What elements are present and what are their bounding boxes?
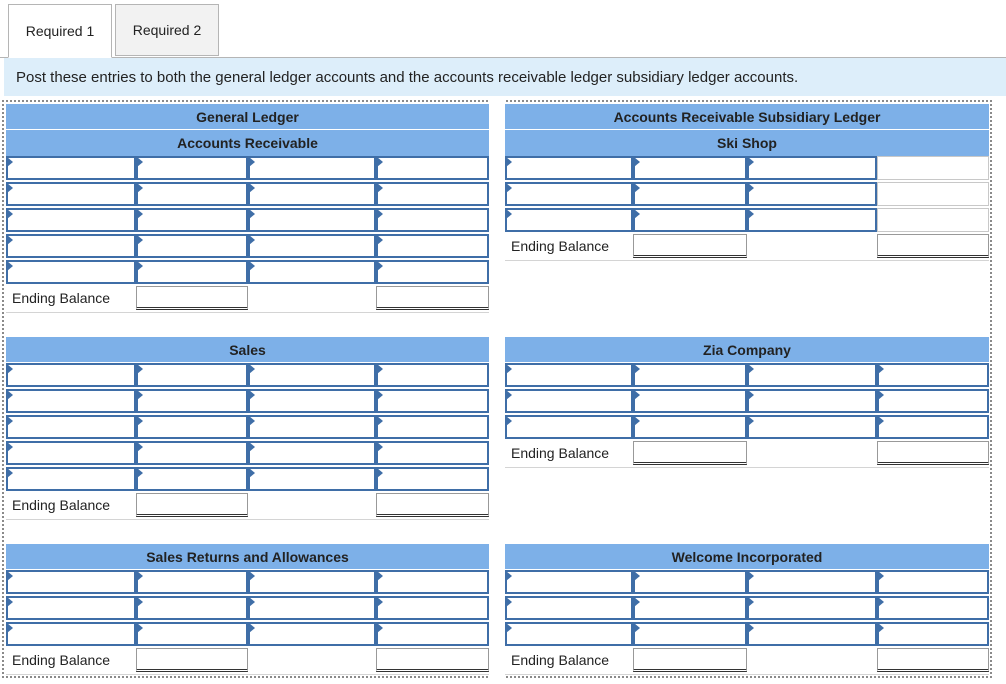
- gl-entry-cell[interactable]: [376, 363, 489, 387]
- sl-entry-cell[interactable]: [877, 208, 989, 232]
- sl-ending-balance-label: Ending Balance: [511, 445, 610, 461]
- sl-ending-credit-field[interactable]: [877, 441, 989, 465]
- sl-entry-cell[interactable]: [505, 596, 633, 620]
- gl-entry-cell[interactable]: [376, 389, 489, 413]
- gl-entry-cell[interactable]: [6, 467, 136, 491]
- sl-entry-cell[interactable]: [747, 389, 877, 413]
- gl-entry-cell[interactable]: [136, 415, 248, 439]
- gl-entry-cell[interactable]: [248, 596, 376, 620]
- sl-entry-cell[interactable]: [747, 208, 877, 232]
- gl-entry-cell[interactable]: [136, 467, 248, 491]
- gl-entry-cell[interactable]: [6, 441, 136, 465]
- sl-entry-cell[interactable]: [505, 156, 633, 180]
- sl-entry-cell[interactable]: [505, 208, 633, 232]
- gl-entry-cell[interactable]: [376, 570, 489, 594]
- sl-entry-cell[interactable]: [633, 182, 747, 206]
- gl-entry-cell[interactable]: [248, 389, 376, 413]
- gl-ending-balance-label: Ending Balance: [12, 652, 111, 668]
- gl-entry-cell[interactable]: [136, 234, 248, 258]
- gl-entry-cell[interactable]: [136, 389, 248, 413]
- gl-entry-cell[interactable]: [376, 467, 489, 491]
- gl-entry-cell[interactable]: [6, 596, 136, 620]
- sl-entry-cell[interactable]: [505, 570, 633, 594]
- sl-account-title: Ski Shop: [505, 130, 989, 156]
- general-ledger-heading: General Ledger: [6, 104, 489, 129]
- sl-ending-debit-field[interactable]: [633, 234, 747, 258]
- sl-entry-cell[interactable]: [633, 415, 747, 439]
- gl-account-title: Accounts Receivable: [6, 130, 489, 156]
- gl-entry-cell[interactable]: [248, 441, 376, 465]
- sl-separator: [505, 260, 989, 261]
- sl-entry-cell[interactable]: [747, 363, 877, 387]
- sl-separator: [505, 467, 989, 468]
- gl-entry-cell[interactable]: [376, 415, 489, 439]
- sl-entry-cell[interactable]: [877, 363, 989, 387]
- gl-entry-cell[interactable]: [6, 389, 136, 413]
- gl-ending-debit-field[interactable]: [136, 648, 248, 672]
- sl-separator: [505, 674, 989, 675]
- gl-entry-cell[interactable]: [248, 156, 376, 180]
- gl-ending-credit-field[interactable]: [376, 493, 489, 517]
- gl-entry-cell[interactable]: [248, 363, 376, 387]
- gl-entry-cell[interactable]: [6, 415, 136, 439]
- gl-entry-cell[interactable]: [136, 441, 248, 465]
- sl-ending-credit-field[interactable]: [877, 234, 989, 258]
- gl-account-title: Sales: [6, 337, 489, 362]
- gl-entry-cell[interactable]: [376, 622, 489, 646]
- sl-entry-cell[interactable]: [877, 182, 989, 206]
- gl-entry-cell[interactable]: [6, 182, 136, 206]
- gl-entry-cell[interactable]: [248, 234, 376, 258]
- gl-entry-cell[interactable]: [136, 182, 248, 206]
- gl-entry-cell[interactable]: [376, 182, 489, 206]
- sl-entry-cell[interactable]: [877, 415, 989, 439]
- sl-entry-cell[interactable]: [633, 622, 747, 646]
- gl-separator: [6, 674, 489, 675]
- gl-ending-balance-label: Ending Balance: [12, 290, 111, 306]
- gl-entry-cell[interactable]: [376, 441, 489, 465]
- sl-entry-cell[interactable]: [747, 622, 877, 646]
- gl-entry-cell[interactable]: [6, 622, 136, 646]
- gl-ending-balance-label: Ending Balance: [12, 497, 111, 513]
- sl-account-title: Welcome Incorporated: [505, 544, 989, 569]
- sl-account-title: Zia Company: [505, 337, 989, 362]
- sl-entry-cell[interactable]: [505, 182, 633, 206]
- ledger-divider: [490, 100, 504, 678]
- gl-account-title: Sales Returns and Allowances: [6, 544, 489, 569]
- gl-entry-cell[interactable]: [6, 260, 136, 284]
- gl-entry-cell[interactable]: [6, 208, 136, 232]
- gl-entry-cell[interactable]: [136, 570, 248, 594]
- sl-ending-debit-field[interactable]: [633, 441, 747, 465]
- gl-separator: [6, 312, 489, 313]
- sl-ending-credit-field[interactable]: [877, 648, 989, 672]
- sl-entry-cell[interactable]: [877, 596, 989, 620]
- sl-entry-cell[interactable]: [633, 156, 747, 180]
- sl-entry-cell[interactable]: [633, 363, 747, 387]
- gl-entry-cell[interactable]: [248, 415, 376, 439]
- gl-entry-cell[interactable]: [248, 182, 376, 206]
- sl-entry-cell[interactable]: [633, 596, 747, 620]
- gl-entry-cell[interactable]: [136, 363, 248, 387]
- sl-entry-cell[interactable]: [877, 156, 989, 180]
- gl-entry-cell[interactable]: [248, 467, 376, 491]
- gl-ending-credit-field[interactable]: [376, 648, 489, 672]
- gl-entry-cell[interactable]: [376, 234, 489, 258]
- sl-entry-cell[interactable]: [747, 415, 877, 439]
- gl-entry-cell[interactable]: [6, 234, 136, 258]
- tab-required-2[interactable]: Required 2: [115, 4, 219, 56]
- gl-entry-cell[interactable]: [6, 156, 136, 180]
- sl-entry-cell[interactable]: [505, 415, 633, 439]
- tab-required-1[interactable]: Required 1: [8, 4, 112, 58]
- sl-entry-cell[interactable]: [877, 622, 989, 646]
- sl-entry-cell[interactable]: [633, 570, 747, 594]
- gl-entry-cell[interactable]: [136, 622, 248, 646]
- subsidiary-ledger-heading: Accounts Receivable Subsidiary Ledger: [505, 104, 989, 129]
- sl-entry-cell[interactable]: [747, 570, 877, 594]
- sl-entry-cell[interactable]: [505, 363, 633, 387]
- sl-ending-debit-field[interactable]: [633, 648, 747, 672]
- gl-entry-cell[interactable]: [136, 260, 248, 284]
- gl-entry-cell[interactable]: [248, 622, 376, 646]
- sl-entry-cell[interactable]: [877, 570, 989, 594]
- instruction-text: Post these entries to both the general ledger accounts and the accounts receivable ledger subsidiary ledger accounts.: [4, 58, 1006, 96]
- sl-entry-cell[interactable]: [747, 156, 877, 180]
- gl-entry-cell[interactable]: [376, 208, 489, 232]
- gl-entry-cell[interactable]: [6, 363, 136, 387]
- sl-entry-cell[interactable]: [505, 389, 633, 413]
- gl-ending-credit-field[interactable]: [376, 286, 489, 310]
- gl-entry-cell[interactable]: [136, 208, 248, 232]
- gl-entry-cell[interactable]: [376, 260, 489, 284]
- gl-entry-cell[interactable]: [136, 156, 248, 180]
- gl-entry-cell[interactable]: [248, 260, 376, 284]
- gl-entry-cell[interactable]: [248, 208, 376, 232]
- sl-entry-cell[interactable]: [877, 389, 989, 413]
- sl-entry-cell[interactable]: [747, 182, 877, 206]
- gl-entry-cell[interactable]: [6, 570, 136, 594]
- gl-entry-cell[interactable]: [136, 596, 248, 620]
- gl-ending-debit-field[interactable]: [136, 493, 248, 517]
- gl-entry-cell[interactable]: [376, 596, 489, 620]
- tab-bar: [0, 0, 1006, 58]
- sl-entry-cell[interactable]: [505, 622, 633, 646]
- gl-ending-debit-field[interactable]: [136, 286, 248, 310]
- gl-entry-cell[interactable]: [248, 570, 376, 594]
- sl-entry-cell[interactable]: [633, 208, 747, 232]
- sl-entry-cell[interactable]: [747, 596, 877, 620]
- gl-entry-cell[interactable]: [376, 156, 489, 180]
- sl-entry-cell[interactable]: [633, 389, 747, 413]
- sl-ending-balance-label: Ending Balance: [511, 238, 610, 254]
- sl-ending-balance-label: Ending Balance: [511, 652, 610, 668]
- gl-separator: [6, 519, 489, 520]
